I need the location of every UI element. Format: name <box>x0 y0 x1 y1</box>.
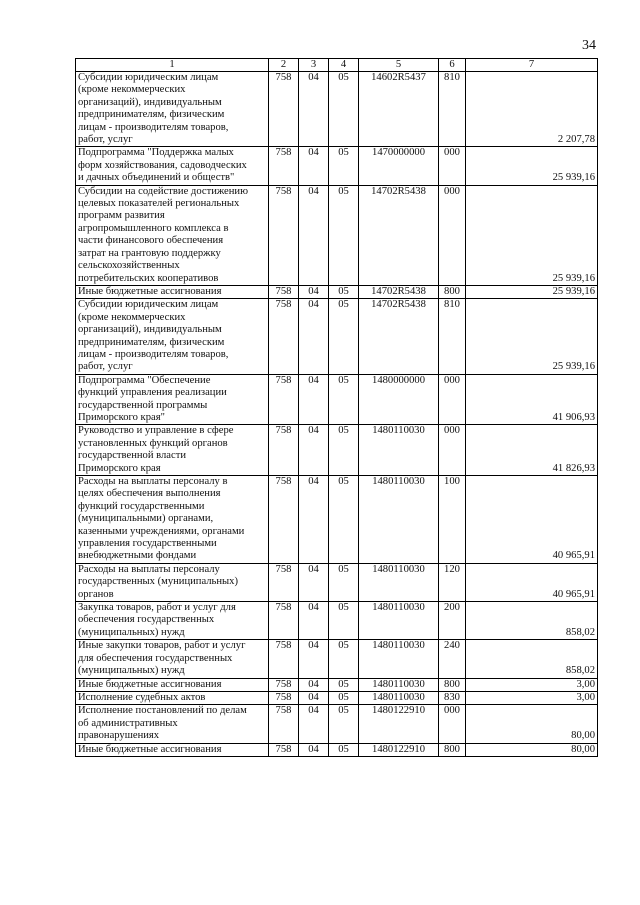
table-row <box>76 285 598 298</box>
expense-type-cell: 800 <box>439 285 466 298</box>
subsection-code-cell: 05 <box>329 705 359 743</box>
section-code-cell: 04 <box>299 678 329 691</box>
section-code-cell: 04 <box>299 743 329 756</box>
amount-cell: 858,02 <box>466 640 598 678</box>
target-article-cell: 1480110030 <box>359 678 439 691</box>
item-name-cell: Иные закупки товаров, работ и услуг для обеспечения государственных (муниципальных) нужд <box>76 640 269 678</box>
subsection-code-cell: 05 <box>329 299 359 374</box>
ministry-code-cell: 758 <box>269 602 299 640</box>
table-row <box>76 705 598 743</box>
target-article-cell: 14702R5438 <box>359 285 439 298</box>
table-row <box>76 72 598 147</box>
section-code-cell: 04 <box>299 705 329 743</box>
ministry-code-cell: 758 <box>269 691 299 704</box>
item-name-cell: Иные бюджетные ассигнования <box>76 678 269 691</box>
target-article-cell: 1480110030 <box>359 425 439 476</box>
expense-type-cell: 830 <box>439 691 466 704</box>
target-article-cell: 1470000000 <box>359 147 439 185</box>
amount-cell: 3,00 <box>466 691 598 704</box>
amount-cell: 858,02 <box>466 602 598 640</box>
target-article-cell: 1480000000 <box>359 374 439 425</box>
target-article-cell: 1480110030 <box>359 476 439 564</box>
item-name-cell: Руководство и управление в сфере установленных функций органов государственной власти Приморского края <box>76 425 269 476</box>
table-row <box>76 374 598 425</box>
table-row <box>76 563 598 601</box>
expense-type-cell: 810 <box>439 299 466 374</box>
ministry-code-cell: 758 <box>269 743 299 756</box>
section-code-cell: 04 <box>299 374 329 425</box>
section-code-cell: 04 <box>299 299 329 374</box>
ministry-code-cell: 758 <box>269 563 299 601</box>
amount-cell: 2 207,78 <box>466 72 598 147</box>
subsection-code-cell: 05 <box>329 602 359 640</box>
amount-cell: 25 939,16 <box>466 285 598 298</box>
table-row <box>76 147 598 185</box>
table-row <box>76 743 598 756</box>
section-code-cell: 04 <box>299 476 329 564</box>
target-article-cell: 1480122910 <box>359 743 439 756</box>
item-name-cell: Закупка товаров, работ и услуг для обеспечения государственных (муниципальных) нужд <box>76 602 269 640</box>
section-code-cell: 04 <box>299 640 329 678</box>
subsection-code-cell: 05 <box>329 678 359 691</box>
target-article-cell: 14702R5438 <box>359 185 439 285</box>
column-header-2: 2 <box>269 59 299 72</box>
section-code-cell: 04 <box>299 691 329 704</box>
item-name-cell: Иные бюджетные ассигнования <box>76 743 269 756</box>
target-article-cell: 1480110030 <box>359 602 439 640</box>
subsection-code-cell: 05 <box>329 147 359 185</box>
expense-type-cell: 240 <box>439 640 466 678</box>
section-code-cell: 04 <box>299 185 329 285</box>
amount-cell: 40 965,91 <box>466 476 598 564</box>
table-row <box>76 678 598 691</box>
expense-type-cell: 810 <box>439 72 466 147</box>
column-header-7: 7 <box>466 59 598 72</box>
table-row <box>76 640 598 678</box>
amount-cell: 41 826,93 <box>466 425 598 476</box>
ministry-code-cell: 758 <box>269 147 299 185</box>
expense-type-cell: 000 <box>439 705 466 743</box>
table-row <box>76 299 598 374</box>
ministry-code-cell: 758 <box>269 425 299 476</box>
ministry-code-cell: 758 <box>269 374 299 425</box>
section-code-cell: 04 <box>299 602 329 640</box>
amount-cell: 25 939,16 <box>466 185 598 285</box>
item-name-cell: Субсидии юридическим лицам (кроме некоммерческих организаций), индивидуальным предпринимателям, физическим лицам - производителям товаров, работ, услуг <box>76 72 269 147</box>
item-name-cell: Расходы на выплаты персоналу государственных (муниципальных) органов <box>76 563 269 601</box>
ministry-code-cell: 758 <box>269 285 299 298</box>
item-name-cell: Иные бюджетные ассигнования <box>76 285 269 298</box>
item-name-cell: Подпрограмма "Поддержка малых форм хозяйствования, садоводческих и дачных объединений и обществ" <box>76 147 269 185</box>
amount-cell: 41 906,93 <box>466 374 598 425</box>
item-name-cell: Исполнение постановлений по делам об административных правонарушениях <box>76 705 269 743</box>
target-article-cell: 1480122910 <box>359 705 439 743</box>
expense-type-cell: 100 <box>439 476 466 564</box>
table-row <box>76 602 598 640</box>
ministry-code-cell: 758 <box>269 299 299 374</box>
subsection-code-cell: 05 <box>329 285 359 298</box>
target-article-cell: 1480110030 <box>359 691 439 704</box>
column-header-3: 3 <box>299 59 329 72</box>
expense-type-cell: 800 <box>439 678 466 691</box>
column-header-1: 1 <box>76 59 269 72</box>
ministry-code-cell: 758 <box>269 72 299 147</box>
page-number: 34 <box>582 38 596 53</box>
target-article-cell: 14702R5438 <box>359 299 439 374</box>
item-name-cell: Подпрограмма "Обеспечение функций управления реализации государственной программы Приморского края" <box>76 374 269 425</box>
subsection-code-cell: 05 <box>329 743 359 756</box>
ministry-code-cell: 758 <box>269 640 299 678</box>
table-row <box>76 691 598 704</box>
section-code-cell: 04 <box>299 425 329 476</box>
expense-type-cell: 200 <box>439 602 466 640</box>
section-code-cell: 04 <box>299 285 329 298</box>
subsection-code-cell: 05 <box>329 425 359 476</box>
amount-cell: 80,00 <box>466 743 598 756</box>
item-name-cell: Исполнение судебных актов <box>76 691 269 704</box>
expense-type-cell: 000 <box>439 147 466 185</box>
item-name-cell: Субсидии юридическим лицам (кроме некоммерческих организаций), индивидуальным предпринимателям, физическим лицам - производителям товаров, работ, услуг <box>76 299 269 374</box>
section-code-cell: 04 <box>299 72 329 147</box>
expense-type-cell: 000 <box>439 425 466 476</box>
budget-table <box>75 58 598 757</box>
subsection-code-cell: 05 <box>329 640 359 678</box>
amount-cell: 80,00 <box>466 705 598 743</box>
subsection-code-cell: 05 <box>329 374 359 425</box>
ministry-code-cell: 758 <box>269 185 299 285</box>
target-article-cell: 1480110030 <box>359 640 439 678</box>
ministry-code-cell: 758 <box>269 476 299 564</box>
target-article-cell: 1480110030 <box>359 563 439 601</box>
expense-type-cell: 800 <box>439 743 466 756</box>
column-header-4: 4 <box>329 59 359 72</box>
ministry-code-cell: 758 <box>269 678 299 691</box>
expense-type-cell: 000 <box>439 374 466 425</box>
section-code-cell: 04 <box>299 563 329 601</box>
table-body <box>76 72 598 757</box>
section-code-cell: 04 <box>299 147 329 185</box>
column-header-6: 6 <box>439 59 466 72</box>
column-header-5: 5 <box>359 59 439 72</box>
amount-cell: 3,00 <box>466 678 598 691</box>
amount-cell: 40 965,91 <box>466 563 598 601</box>
amount-cell: 25 939,16 <box>466 299 598 374</box>
subsection-code-cell: 05 <box>329 691 359 704</box>
subsection-code-cell: 05 <box>329 185 359 285</box>
subsection-code-cell: 05 <box>329 72 359 147</box>
table-row <box>76 425 598 476</box>
ministry-code-cell: 758 <box>269 705 299 743</box>
table-row <box>76 476 598 564</box>
target-article-cell: 14602R5437 <box>359 72 439 147</box>
subsection-code-cell: 05 <box>329 476 359 564</box>
amount-cell: 25 939,16 <box>466 147 598 185</box>
item-name-cell: Субсидии на содействие достижению целевых показателей региональных программ развития агропромышленного комплекса в части финансового обеспечения затрат на грантовую поддержку сельскохозяйственных потребительских кооперативов <box>76 185 269 285</box>
expense-type-cell: 120 <box>439 563 466 601</box>
item-name-cell: Расходы на выплаты персоналу в целях обеспечения выполнения функций государственными (муниципальными) органами, казенными учреждениями, органами управления государственными внебюджетными фондами <box>76 476 269 564</box>
table-header-row <box>76 59 598 72</box>
subsection-code-cell: 05 <box>329 563 359 601</box>
expense-type-cell: 000 <box>439 185 466 285</box>
table-row <box>76 185 598 285</box>
